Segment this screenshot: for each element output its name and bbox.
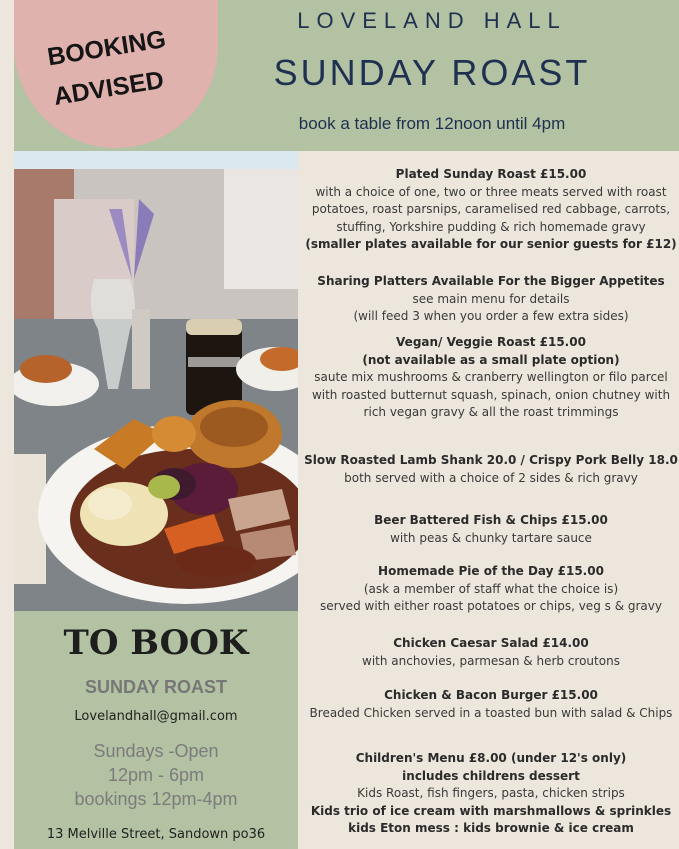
menu-item-note: (smaller plates available for our senior guests for £12) (305, 237, 677, 251)
menu-item-title: Beer Battered Fish & Chips £15.00 (374, 513, 608, 527)
menu-item-line: Kids Roast, fish fingers, pasta, chicken strips (357, 786, 625, 800)
menu-item-title: Homemade Pie of the Day £15.00 (378, 564, 604, 578)
to-book-panel (14, 611, 298, 849)
venue-name: LOVELAND HALL (297, 8, 567, 33)
menu-item-line: (ask a member of staff what the choice is) (363, 581, 619, 596)
menu-item-line: with a choice of one, two or three meats served with roast (315, 184, 667, 199)
menu-item-fish-chips (304, 512, 678, 547)
menu-item-line: saute mix mushrooms & cranberry wellington or filo parcel (314, 370, 668, 384)
menu-item-note: kids Eton mess : kids brownie & ice cream (348, 821, 634, 835)
menu-item-line: Breaded Chicken served in a toasted bun with salad & Chips (309, 705, 673, 720)
menu-item-note: (not available as a small plate option) (362, 352, 620, 367)
menu-item-line: potatoes, roast parsnips, caramelised red cabbage, carrots, (311, 202, 671, 216)
menu-item-burger (304, 687, 678, 722)
menu-item-line: with anchovies, parmesan & herb croutons (362, 653, 620, 668)
badge-line-1: BOOKING (45, 25, 168, 72)
to-book-title: TO BOOK (63, 623, 249, 663)
menu-item-line: (will feed 3 when you order a few extra sides) (353, 309, 629, 323)
menu-item-title: Slow Roasted Lamb Shank 20.0 / Crispy Pork Belly 18.0 (304, 453, 678, 467)
menu-item-title: Chicken Caesar Salad £14.00 (393, 636, 589, 650)
roast-dinner-photo (14, 169, 298, 611)
menu-item-title: Sharing Platters Available For the Bigger Appetites (317, 274, 665, 288)
hours-line-1: Sundays -Open (93, 741, 219, 761)
to-book-subtitle: SUNDAY ROAST (84, 677, 228, 697)
menu-item-title: Vegan/ Veggie Roast £15.00 (396, 335, 586, 349)
address: 13 Melville Street, Sandown po36 (46, 827, 266, 842)
menu-item-line: rich vegan gravy & all the roast trimmings (363, 405, 619, 419)
menu-item-vegan-roast (304, 334, 678, 422)
menu-item-line: served with either roast potatoes or chips, veg s & gravy (320, 599, 662, 613)
menu-item-sharing-platters (304, 273, 678, 326)
left-border (0, 0, 14, 849)
badge-text (44, 19, 174, 117)
menu-item-childrens-menu (304, 750, 678, 838)
menu-item-line: with peas & chunky tartare sauce (390, 530, 592, 545)
contact-email[interactable]: Lovelandhall@gmail.com (74, 709, 238, 724)
hours-line-2: 12pm - 6pm (107, 765, 205, 785)
menu-item-plated-roast (304, 166, 678, 254)
hours-line-3: bookings 12pm-4pm (74, 789, 238, 809)
opening-hours (14, 739, 298, 811)
menu-item-note: Kids trio of ice cream with marshmallows & sprinkles (310, 803, 672, 818)
menu-item-title: Children's Menu £8.00 (under 12's only) (355, 751, 627, 765)
menu-item-line: with roasted butternut squash, spinach, onion chutney with (311, 387, 671, 402)
menu-item-line: both served with a choice of 2 sides & rich gravy (344, 470, 638, 485)
menu-item-note: includes childrens dessert (402, 768, 580, 783)
menu-item-title: Chicken & Bacon Burger £15.00 (384, 688, 598, 702)
menu-item-lamb-pork (304, 452, 678, 487)
menu-item-caesar-salad (304, 635, 678, 670)
menu-item-line: stuffing, Yorkshire pudding & rich homemade gravy (336, 219, 646, 234)
menu-item-line: see main menu for details (412, 291, 570, 306)
booking-times: book a table from 12noon until 4pm (298, 114, 566, 133)
menu-item-pie (304, 563, 678, 616)
photo-top-strip (14, 151, 298, 169)
menu-item-title: Plated Sunday Roast £15.00 (395, 167, 587, 181)
page-title: SUNDAY ROAST (273, 52, 591, 93)
badge-line-2: ADVISED (51, 65, 166, 111)
